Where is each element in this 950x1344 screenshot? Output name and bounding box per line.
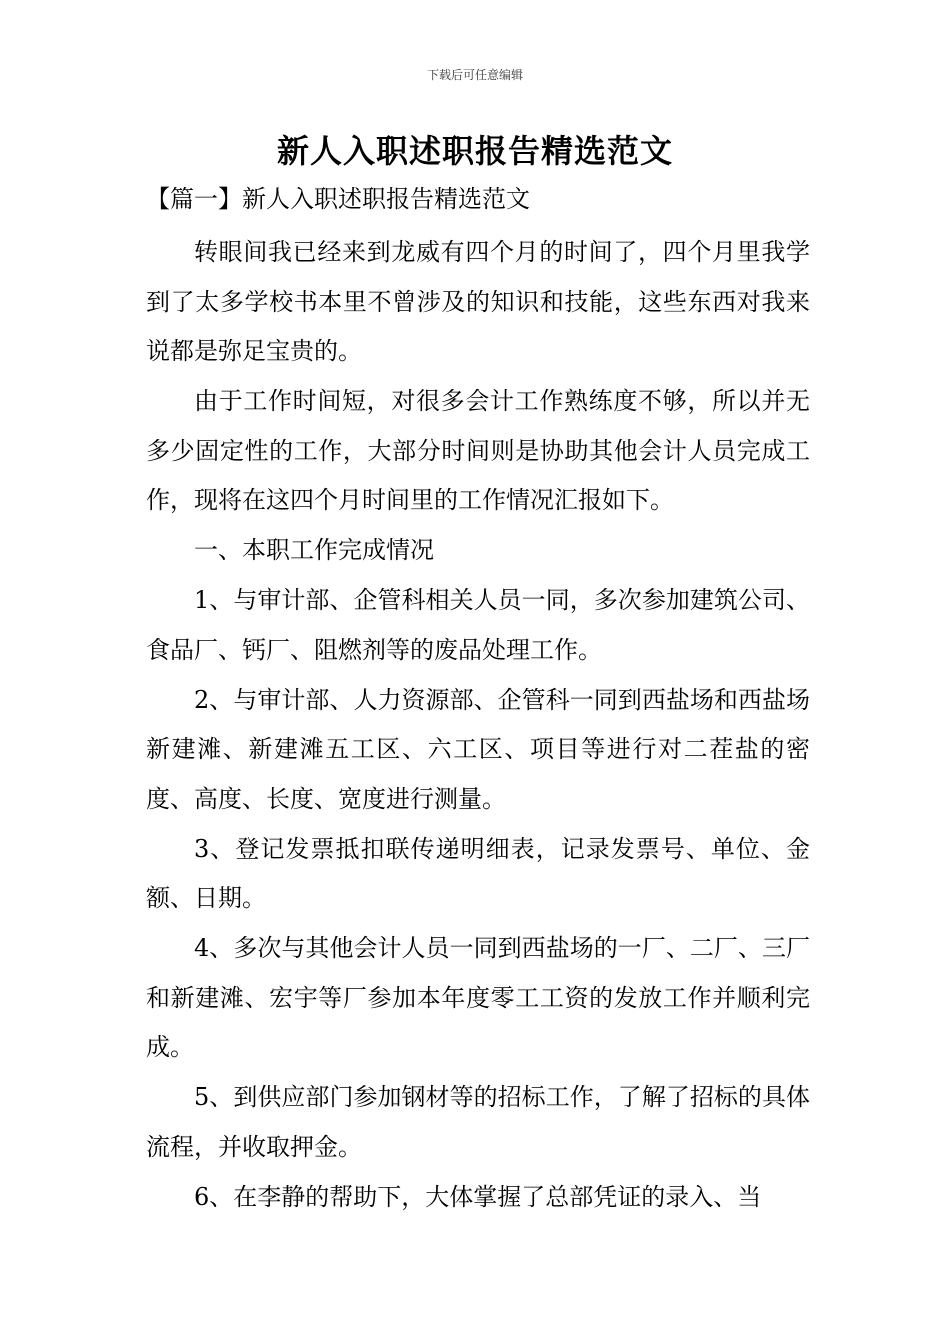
list-item: 5、到供应部门参加钢材等的招标工作，了解了招标的具体流程，并收取押金。 bbox=[146, 1083, 810, 1161]
document-body bbox=[146, 178, 810, 1223]
list-item: 4、多次与其他会计人员一同到西盐场的一厂、二厂、三厂和新建滩、宏宇等厂参加本年度零工工资的发放工作并顺利完成。 bbox=[146, 934, 810, 1061]
page-header-note: 下载后可任意编辑 bbox=[426, 68, 523, 82]
subsection-heading: 一、本职工作完成情况 bbox=[194, 536, 434, 564]
list-item: 2、与审计部、人力资源部、企管科一同到西盐场和西盐场新建滩、新建滩五工区、六工区、项目等进行对二茬盐的密度、高度、长度、宽度进行测量。 bbox=[146, 685, 810, 813]
paragraph-summary: 由于工作时间短，对很多会计工作熟练度不够，所以并无多少固定性的工作，大部分时间则是协助其他会计人员完成工作，现将在这四个月时间里的工作情况汇报如下。 bbox=[146, 387, 810, 514]
list-item: 3、登记发票抵扣联传递明细表，记录发票号、单位、金额、日期。 bbox=[146, 834, 810, 912]
list-item: 6、在李静的帮助下，大体掌握了总部凭证的录入、当 bbox=[194, 1182, 762, 1211]
document-title: 新人入职述职报告精选范文 bbox=[276, 132, 673, 170]
paragraph-intro: 转眼间我已经来到龙威有四个月的时间了，四个月里我学到了太多学校书本里不曾涉及的知识和技能，这些东西对我来说都是弥足宝贵的。 bbox=[146, 238, 810, 365]
list-item: 1、与审计部、企管科相关人员一同，多次参加建筑公司、食品厂、钙厂、阻燃剂等的废品处理工作。 bbox=[146, 586, 810, 664]
section-heading: 【篇一】新人入职述职报告精选范文 bbox=[146, 185, 530, 213]
